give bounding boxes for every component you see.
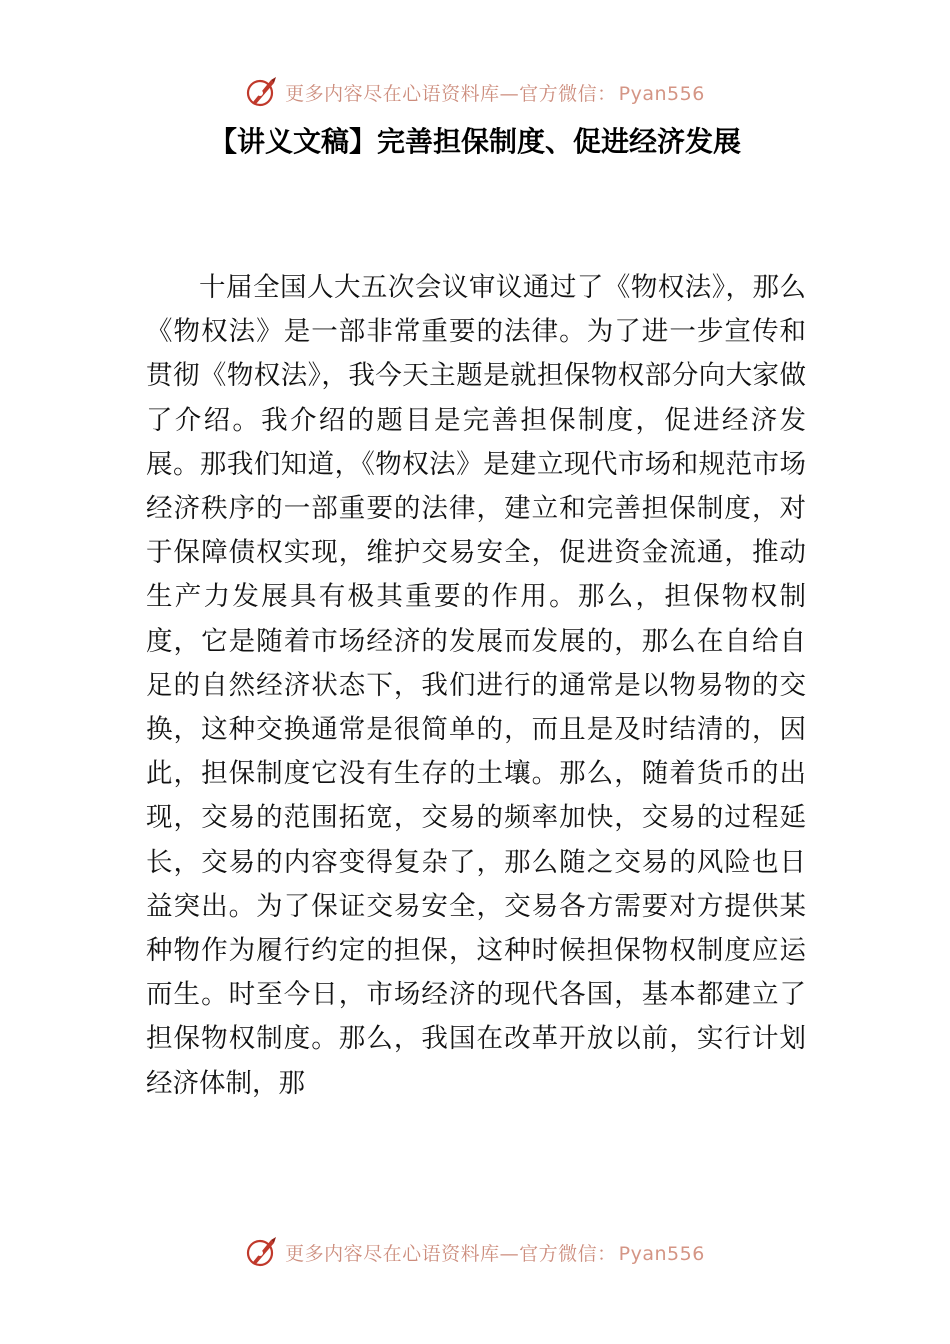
footer-banner-text: 更多内容尽在心语资料库—官方微信： Pyan556 <box>285 1242 705 1265</box>
wechat-handle: Pyan556 <box>618 1242 705 1265</box>
header-banner-text: 更多内容尽在心语资料库—官方微信： Pyan556 <box>285 82 705 105</box>
body-paragraph: 十届全国人大五次会议审议通过了《物权法》，那么《物权法》是一部非常重要的法律。为了进一步宣传和贯彻《物权法》，我今天主题是就担保物权部分向大家做了介绍。我介绍的题目是完善担保制度，促进经济发展。那我们知道，《物权法》是建立现代市场和规范市场经济秩序的一部重要的法律，建立和完善担保制度，对于保障债权实现，维护交易安全，促进资金流通，推动生产力发展具有极其重要的作用。那么，担保物权制度，它是随着市场经济的发展而发展的，那么在自给自足的自然经济状态下，我们进行的通常是以物易物的交换，这种交换通常是很简单的，而且是及时结清的，因此，担保制度它没有生存的土壤。那么，随着货币的出现，交易的范围拓宽，交易的频率加快，交易的过程延长，交易的内容变得复杂了，那么随之交易的风险也日益突出。为了保证交易安全，交易各方需要对方提供某种物作为履行约定的担保，这种时候担保物权制度应运而生。时至今日，市场经济的现代各国，基本都建立了担保物权制度。那么，我国在改革开放以前，实行计划经济体制，那 <box>146 272 806 1099</box>
header-banner <box>0 74 950 110</box>
pen-logo-icon <box>245 75 279 109</box>
pen-logo-icon <box>245 1235 279 1269</box>
footer-banner <box>0 1234 950 1270</box>
wechat-handle: Pyan556 <box>618 82 705 105</box>
document-title: 【讲义文稿】完善担保制度、促进经济发展 <box>208 125 741 158</box>
